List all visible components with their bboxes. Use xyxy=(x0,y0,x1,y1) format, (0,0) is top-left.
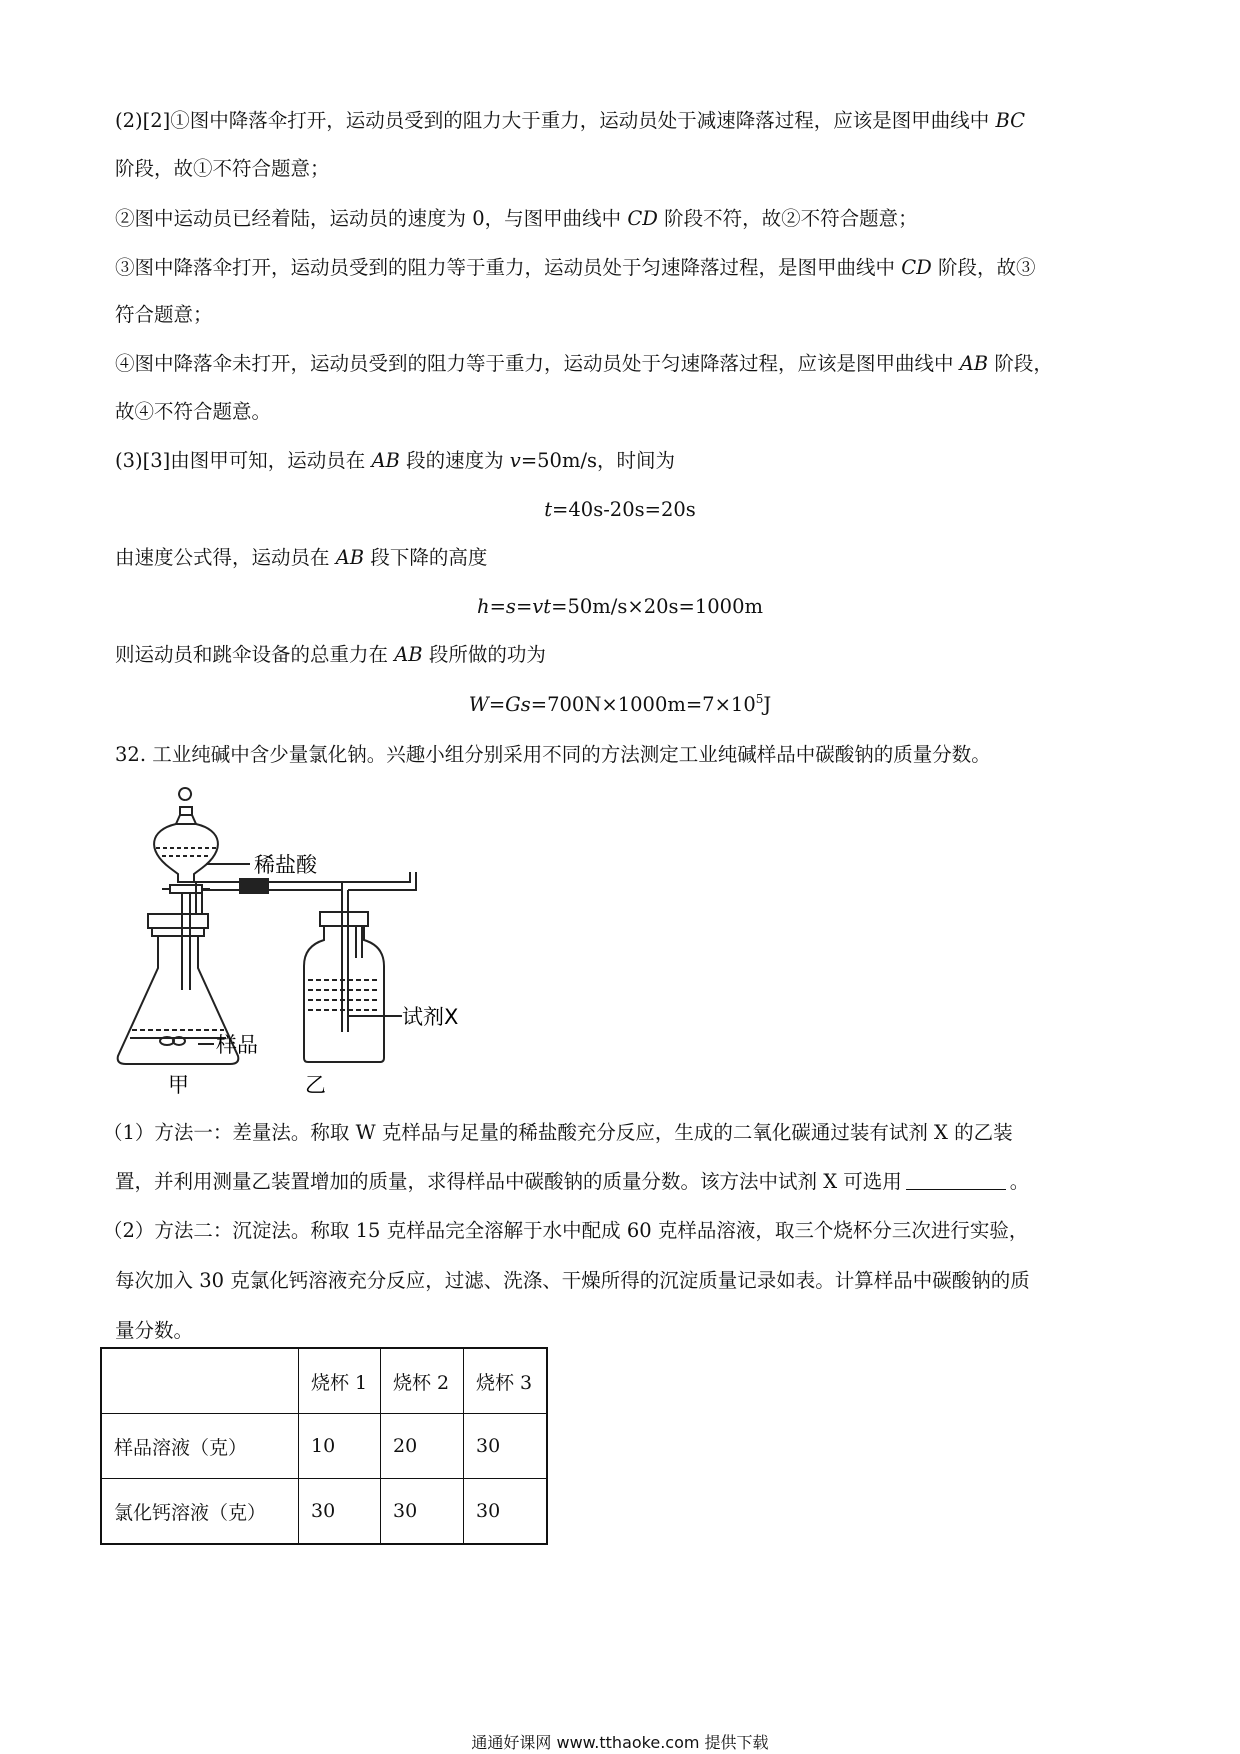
question-stem: 32. 工业纯碱中含少量氯化钠。兴趣小组分别采用不同的方法测定工业纯碱样品中碳酸钠的质量分数。 xyxy=(115,743,991,766)
method-one-text: （1）方法一：差量法。称取 W 克样品与足量的稀盐酸充分反应，生成的二氧化碳通过装有试剂 X 的乙装 xyxy=(103,1121,1013,1144)
table-header-cell: 烧杯 3 xyxy=(464,1348,548,1414)
analysis-line: ④图中降落伞未打开，运动员受到的阻力等于重力，运动员处于匀速降落过程，应该是图甲曲线中 AB 阶段， xyxy=(115,352,1053,375)
label-apparatus-jia: 甲 xyxy=(168,1073,189,1097)
table-cell: 30 xyxy=(464,1414,548,1479)
label-reagent-x: 试剂X xyxy=(402,1005,459,1029)
analysis-line: (2)[2]①图中降落伞打开，运动员受到的阻力大于重力，运动员处于减速降落过程，应该是图甲曲线中 BC xyxy=(115,109,1026,132)
table-cell: 30 xyxy=(381,1479,464,1545)
analysis-line: (3)[3]由图甲可知，运动员在 AB 段的速度为 v=50m/s，时间为 xyxy=(115,449,676,472)
analysis-line: 故④不符合题意。 xyxy=(115,400,272,423)
table-row xyxy=(101,1414,547,1479)
label-apparatus-yi: 乙 xyxy=(305,1073,326,1097)
table-header-cell: 烧杯 1 xyxy=(299,1348,381,1414)
table-cell: 样品溶液（克） xyxy=(101,1414,299,1479)
equation-time: t=40s-20s=20s xyxy=(544,498,696,521)
table-header-cell xyxy=(101,1348,299,1414)
table-header-cell: 烧杯 2 xyxy=(381,1348,464,1414)
analysis-line: ③图中降落伞打开，运动员受到的阻力等于重力，运动员处于匀速降落过程，是图甲曲线中 CD 阶段，故③ xyxy=(115,256,1036,279)
method-two-text: 量分数。 xyxy=(115,1319,194,1342)
table-header-row xyxy=(101,1348,547,1414)
table-cell: 氯化钙溶液（克） xyxy=(101,1479,299,1545)
apparatus-diagram xyxy=(110,790,459,1097)
analysis-line: 则运动员和跳伞设备的总重力在 AB 段所做的功为 xyxy=(115,643,546,666)
method-two-text: 每次加入 30 克氯化钙溶液充分反应，过滤、洗涤、干燥所得的沉淀质量记录如表。计算样品中碳酸钠的质 xyxy=(115,1269,1030,1292)
method-two-text: （2）方法二：沉淀法。称取 15 克样品完全溶解于水中配成 60 克样品溶液，取三个烧杯分三次进行实验， xyxy=(103,1219,1029,1242)
method-one-text: 置，并利用测量乙装置增加的质量，求得样品中碳酸钠的质量分数。该方法中试剂 X 可选用 。 xyxy=(115,1170,1030,1193)
analysis-line: 由速度公式得，运动员在 AB 段下降的高度 xyxy=(115,546,488,569)
answer-blank[interactable] xyxy=(906,1169,1006,1190)
equation-height: h=s=vt=50m/s×20s=1000m xyxy=(477,595,763,618)
equation-work: $W=Gs=700N\times 1000m=7\times 10^5J$ xyxy=(468,692,772,716)
analysis-line: 阶段，故①不符合题意； xyxy=(115,157,330,180)
label-dilute-hcl: 稀盐酸 xyxy=(254,853,317,877)
table-cell: 30 xyxy=(299,1479,381,1545)
table-row xyxy=(101,1479,547,1545)
table-cell: 30 xyxy=(464,1479,548,1545)
table-cell: 20 xyxy=(381,1414,464,1479)
analysis-line: ②图中运动员已经着陆，运动员的速度为 0，与图甲曲线中 CD 阶段不符，故②不符合题意； xyxy=(115,207,918,230)
label-sample: 样品 xyxy=(216,1033,258,1057)
analysis-line: 符合题意； xyxy=(115,303,213,326)
data-table xyxy=(100,1347,548,1545)
page-footer: 通通好课网 www.tthaoke.com 提供下载 xyxy=(471,1733,769,1752)
table-cell: 10 xyxy=(299,1414,381,1479)
